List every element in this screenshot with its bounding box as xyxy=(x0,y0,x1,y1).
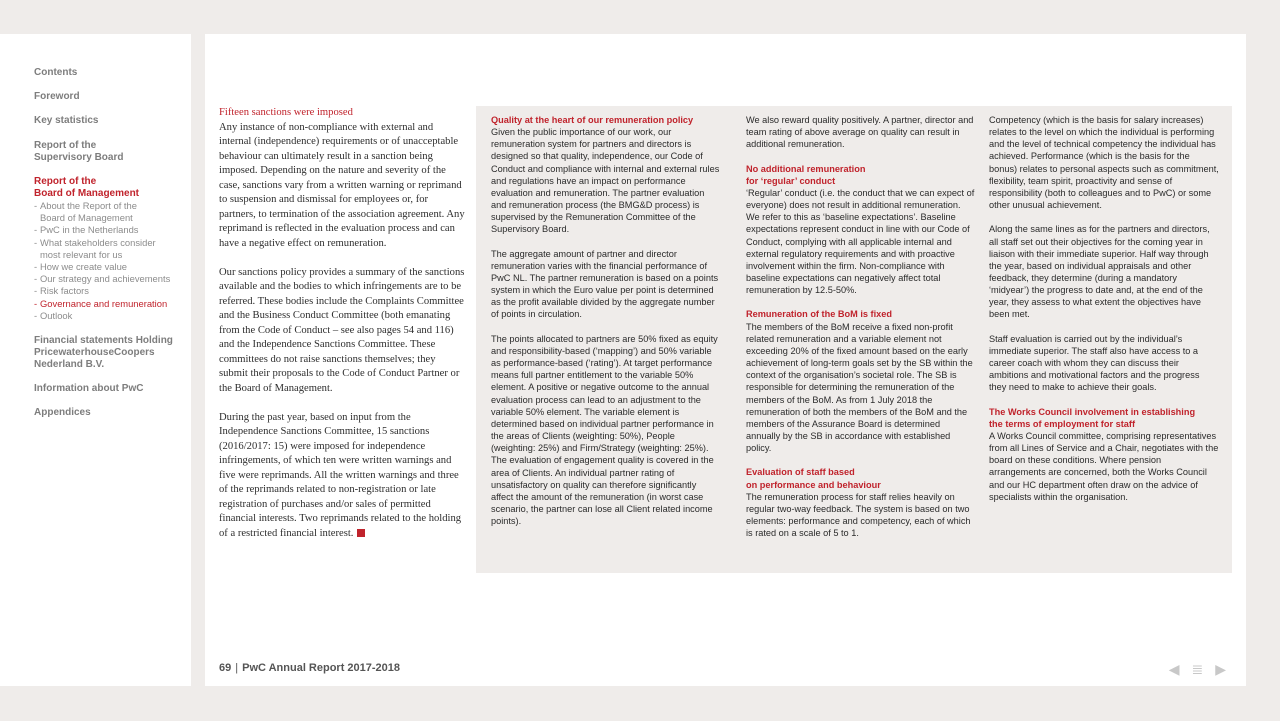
table-of-contents-nav xyxy=(34,67,184,419)
col3-paragraph-1: Competency (which is the basis for salary increases) relates to the level on which the individual is performing and the level of technical competency the individual has achieved. Performance (which is the basis for the bonus) relates to personal aspects such as commitment, flexibility, team spirit, proactivity and sense of responsibility (both to colleagues and to PwC) or some other unusual achievement. xyxy=(989,115,1219,211)
sanctions-section xyxy=(219,106,465,556)
sanctions-paragraph-3-text: During the past year, based on input from the Independence Sanctions Committee, 15 sanctions (2016/2017: 15) were imposed for independence infringements, of which ten were written warnings and five were reprimands. All the written warnings and three of the reprimands related to non-registration or late registration of purchases and/or sales of permitted financial interests. Two reprimands related to the holding of a restricted financial interest. xyxy=(219,411,462,539)
nav-financial-line-1: Financial statements Holding xyxy=(34,335,173,347)
remuneration-panel xyxy=(476,106,1232,573)
nav-board-of-management-line-1: Report of the xyxy=(34,176,97,187)
col2-paragraph-3: The members of the BoM receive a fixed non-profit related remuneration and a variable element not exceeding 20% of the fixed amount based on the early achievement of long-term goals set by the SB within the context of the organisation’s societal role. The SB is responsible for determining the remuneration of the members of the BoM. As from 1 July 2018 the remuneration of both the members of the BoM and the members of the Assurance Board is determined annually by the SB in accordance with established policy. xyxy=(746,321,973,454)
col3-paragraph-3: Staff evaluation is carried out by the individual’s immediate superior. The staff also have access to a career coach with whom they can discuss their ambitions and motivational factors and the progress they need to make to achieve their goals. xyxy=(989,333,1200,393)
remuneration-column-2 xyxy=(746,114,976,552)
nav-sub-label: How we create value xyxy=(40,261,128,273)
col2-paragraph-2: ‘Regular’ conduct (i.e. the conduct that we can expect of everyone) does not result in additional remuneration. We refer to this as ‘baseline expectations’. Baseline expectations represent conduct in line with our Code of Conduct, complying with all applicable internal and external regulatory requirements and with proactive involvement within the firm. Non-compliance with baseline expectations can negatively affect total remuneration by 12.5-50%. xyxy=(746,187,975,296)
nav-financial-statements[interactable] xyxy=(34,335,184,371)
nav-sub-about-report[interactable]: - About the Report of the xyxy=(34,200,137,211)
nav-financial-line-3: Nederland B.V. xyxy=(34,359,105,371)
nav-information-about-pwc[interactable]: Information about PwC xyxy=(34,383,144,395)
sidebar xyxy=(0,34,191,686)
nav-appendices[interactable]: Appendices xyxy=(34,407,91,419)
nav-sub-risk-factors[interactable]: - Risk factors xyxy=(34,285,89,297)
nav-sub-label: What stakeholders consider xyxy=(40,236,156,248)
end-of-section-marker xyxy=(357,529,365,537)
col3-paragraph-2: Along the same lines as for the partners and directors, all staff set out their objectives for the coming year in liaison with their immediate superior. Half way through the year, based on individual appraisals and other feedback, they determine (during a mandatory ‘midyear’) the progress to date and, at the end of the year, they assess to what extent the objectives have been met. xyxy=(989,224,1210,320)
quality-remuneration-heading: Quality at the heart of our remuneration policy xyxy=(491,115,694,125)
nav-sub-pwc-netherlands[interactable]: - PwC in the Netherlands xyxy=(34,224,139,236)
nav-financial-line-2: PricewaterhouseCoopers xyxy=(34,347,155,359)
nav-sub-strategy[interactable]: - Our strategy and achievements xyxy=(34,273,171,285)
nav-sub-label: Risk factors xyxy=(40,285,89,297)
nav-sub-stakeholders-continued[interactable] xyxy=(34,249,184,261)
footer-separator: | xyxy=(235,662,239,674)
nav-sub-create-value[interactable]: - How we create value xyxy=(34,261,128,273)
nav-board-of-management-line-2: Board of Management xyxy=(34,188,140,199)
remuneration-column-1 xyxy=(491,114,721,539)
col3-paragraph-4: A Works Council committee, comprising representatives from all Lines of Service and a Chair, negotiates with the board on these conditions. Where pension arrangements are concerned, both the Works Council and our HC department often draw on the advice of specialists within the organisation. xyxy=(989,431,1219,502)
report-title: PwC Annual Report 2017-2018 xyxy=(242,662,401,674)
nav-sub-label: Governance and remuneration xyxy=(40,297,168,309)
staff-evaluation-heading-2: on performance and behaviour xyxy=(746,479,881,490)
works-council-heading-1: The Works Council involvement in establishing xyxy=(989,406,1196,417)
report-page xyxy=(205,34,1246,686)
nav-sub-label: Outlook xyxy=(40,309,73,321)
sanctions-paragraph-1: Any instance of non-compliance with external and internal (independence) requirements or of unacceptable behaviour can ultimately result in a sanction being imposed. Depending on the nature and severity of the case, sanctions vary from a written warning or reprimand to suspension and dismissal for employees or, for partners, to termination of the association agreement. Any reprimand is reflected in the evaluation process and can have a negative effect on remuneration. xyxy=(219,121,465,249)
staff-evaluation-heading-1: Evaluation of staff based xyxy=(746,467,855,478)
remuneration-column-3 xyxy=(989,114,1219,515)
sanctions-heading: Fifteen sanctions were imposed xyxy=(219,107,353,118)
page-number: 69 xyxy=(219,662,232,674)
col1-paragraph-2: The aggregate amount of partner and director remuneration varies with the financial performance of PwC NL. The partner remuneration is based on a points system in which the Euro value per point is determined as the profit available divided by the aggregate number of points in circulation. xyxy=(491,248,719,320)
nav-board-of-management[interactable] xyxy=(34,176,184,200)
nav-supervisory-board-line-1: Report of the xyxy=(34,140,97,151)
col2-paragraph-4: The remuneration process for staff relies heavily on regular two-way feedback. The system is based on two elements: performance and competency, each of which is rated on a scale of 5 to 1. xyxy=(746,491,971,539)
no-additional-remuneration-heading-1: No additional remuneration xyxy=(746,163,866,174)
nav-foreword[interactable]: Foreword xyxy=(34,91,80,102)
bom-remuneration-heading: Remuneration of the BoM is fixed xyxy=(746,309,892,320)
menu-icon[interactable]: ≣ xyxy=(1191,661,1204,677)
page-footer xyxy=(219,662,400,674)
nav-sub-label: About the Report of the xyxy=(40,200,137,211)
page-navigation-controls xyxy=(1169,661,1226,677)
sanctions-paragraph-2: Our sanctions policy provides a summary of the sanctions available and the bodies to which infringements are to be referred. These bodies include the Complaints Committee and the Business Conduct Committee (both emanating from the Code of Conduct – see also pages 54 and 116) and the Independence Sanctions Committee. These committees do not raise sanctions themselves; they submit their proposals to the Code of Conduct Partner or the Board of Management. xyxy=(219,266,465,394)
nav-sub-governance-remuneration[interactable]: - Governance and remuneration xyxy=(34,297,168,309)
nav-contents[interactable]: Contents xyxy=(34,67,78,78)
next-page-icon[interactable]: ▶ xyxy=(1215,661,1226,677)
nav-sub-label: most relevant for us xyxy=(40,248,123,260)
nav-sub-about-report-continued[interactable] xyxy=(34,212,184,224)
col2-paragraph-1: We also reward quality positively. A partner, director and team rating of above average on quality can result in additional remuneration. xyxy=(746,115,974,150)
nav-supervisory-board-line-2: Supervisory Board xyxy=(34,152,124,163)
previous-page-icon[interactable]: ◀ xyxy=(1168,661,1180,677)
nav-supervisory-board[interactable] xyxy=(34,140,184,164)
nav-key-statistics[interactable]: Key statistics xyxy=(34,115,99,126)
nav-sub-stakeholders[interactable]: - What stakeholders consider xyxy=(34,236,156,248)
works-council-heading-2: the terms of employment for staff xyxy=(989,418,1135,429)
nav-sub-label: Board of Management xyxy=(40,212,133,224)
nav-sub-outlook[interactable]: - Outlook xyxy=(34,309,73,321)
sanctions-paragraph-3 xyxy=(219,411,465,542)
nav-sub-label: Our strategy and achievements xyxy=(40,273,171,285)
col1-paragraph-3: The points allocated to partners are 50% fixed as equity and responsibility-based (‘mapping’) and 50% variable as performance-based (‘rating’). At target performance means full partner entitlement to the variable 50% element. A positive or negative outcome to the annual evaluation process can lead to an adjustment to the variable 50% element. The variable element is determined based on individual partner performance in the areas of Clients (weighting: 50%), People (weighting: 25%) and Firm/Strategy (weighting: 25%). The evaluation of engagement quality is covered in the area of Clients. An individual partner rating of unsatisfactory on quality can therefore significantly affect the amount of the remuneration (in worst case scenario, the partner can lose all Client related income points). xyxy=(491,333,718,527)
col1-paragraph-1: Given the public importance of our work, our remuneration system for partners and directors is designed so that quality, independence, our Code of Conduct and compliance with internal and external rules and regulations have an impact on performance evaluation and remuneration. The partner evaluation and remuneration process (the BMG&D process) is supervised by the Remuneration Committee of the Supervisory Board. xyxy=(491,127,720,235)
nav-sub-label: PwC in the Netherlands xyxy=(40,224,139,236)
no-additional-remuneration-heading-2: for ‘regular’ conduct xyxy=(746,175,836,186)
